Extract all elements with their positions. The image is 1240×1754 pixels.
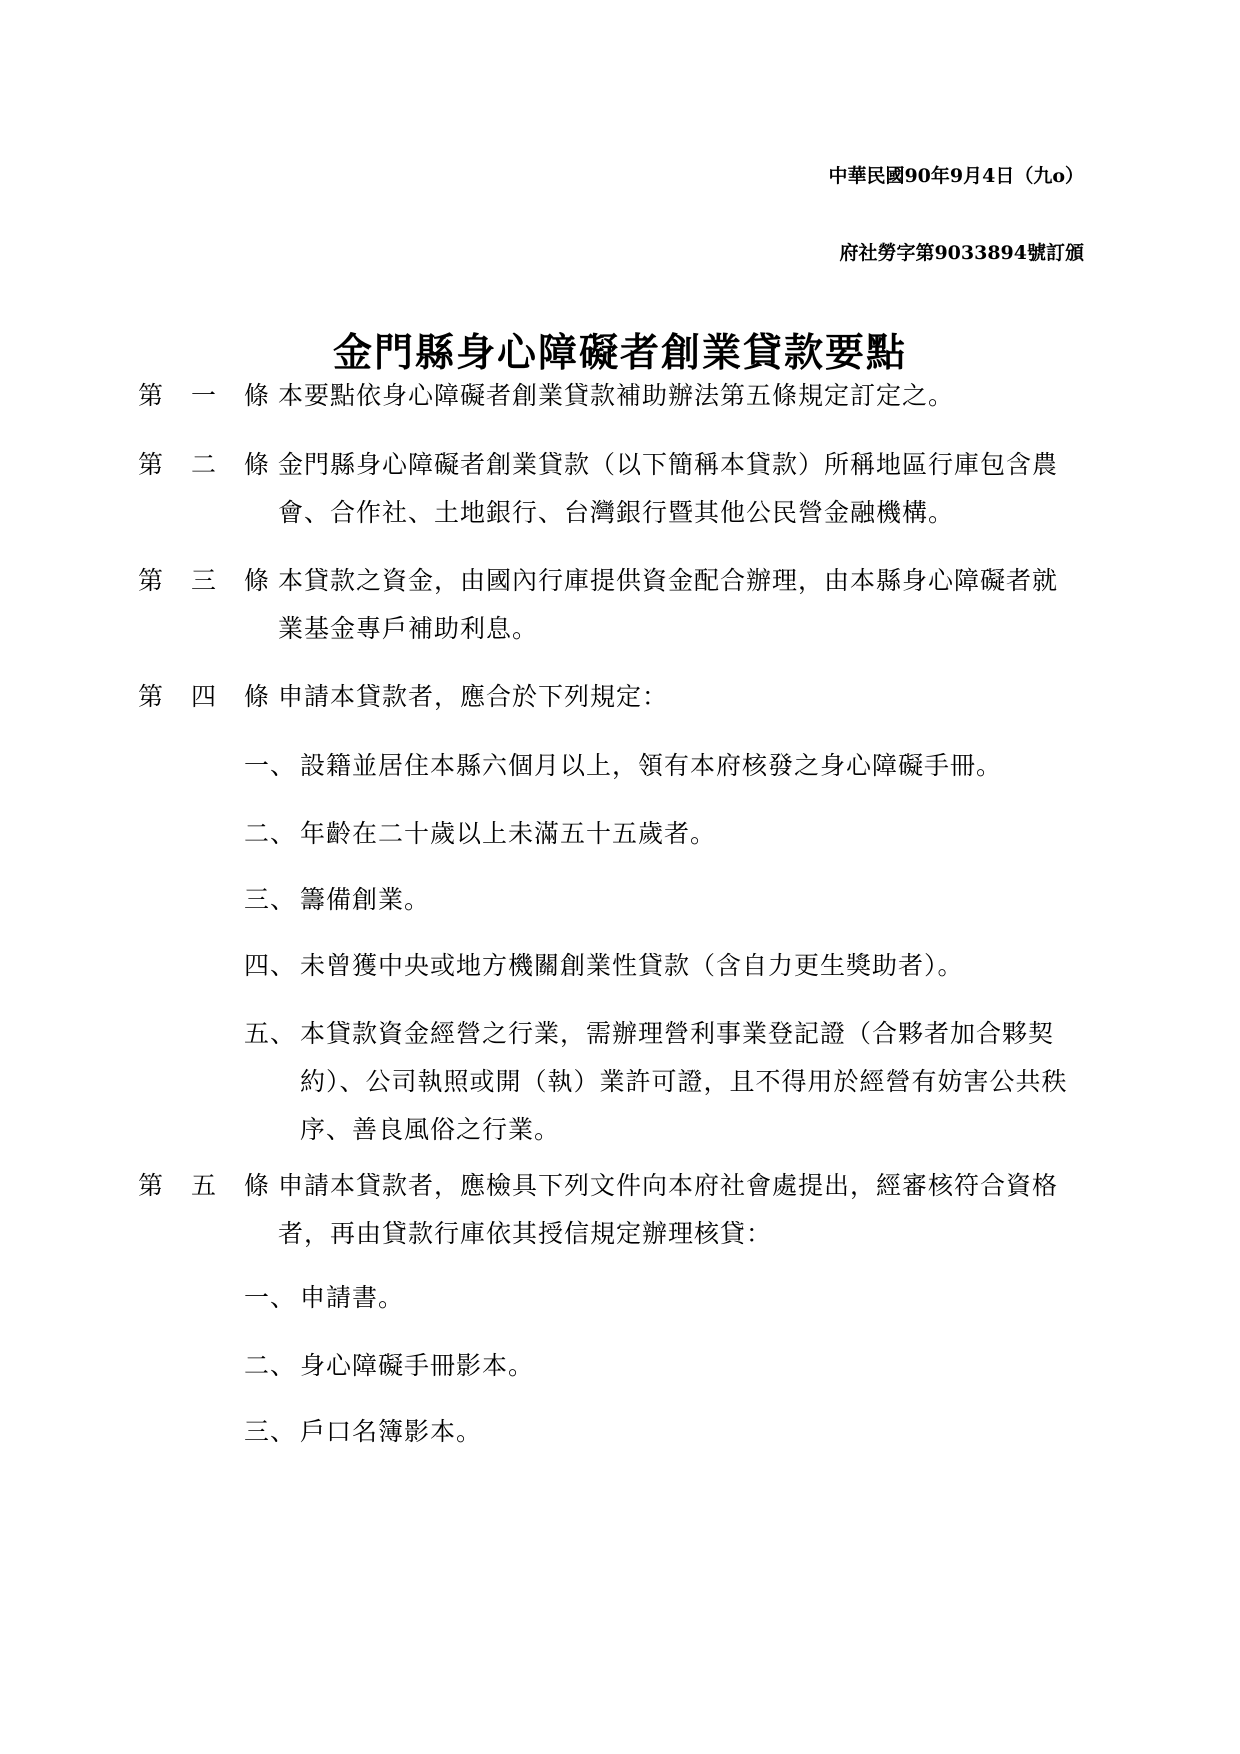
item-number: 四、 bbox=[244, 951, 297, 980]
item-text: 年齡在二十歲以上未滿五十五歲者。 bbox=[300, 819, 717, 848]
item-number: 二、 bbox=[244, 819, 297, 848]
article-4 bbox=[138, 673, 1078, 721]
article-label: 第 五 條 bbox=[138, 1171, 279, 1200]
article-text: 申請本貸款者，應檢具下列文件向本府社會處提出，經審核符合資格者，再由貸款行庫依其授信規定辦理核貸： bbox=[278, 1171, 1059, 1248]
list-item bbox=[244, 1408, 1094, 1456]
document-number: 府社勞字第9033894號訂頒 bbox=[839, 242, 1084, 264]
item-text: 籌備創業。 bbox=[300, 885, 431, 914]
item-number: 一、 bbox=[244, 751, 297, 780]
article-2 bbox=[138, 441, 1078, 537]
list-item bbox=[244, 942, 1094, 990]
article-label: 第 三 條 bbox=[138, 566, 279, 595]
article-label: 第 二 條 bbox=[138, 450, 279, 479]
item-text: 設籍並居住本縣六個月以上，領有本府核發之身心障礙手冊。 bbox=[300, 751, 1003, 780]
item-number: 五、 bbox=[244, 1019, 297, 1048]
article-5 bbox=[138, 1162, 1078, 1258]
item-text: 本貸款資金經營之行業，需辦理營利事業登記證（合夥者加合夥契約）、公司執照或開（執）業許可證，且不得用於經營有妨害公共秩序、善良風俗之行業。 bbox=[300, 1019, 1068, 1144]
item-number: 三、 bbox=[244, 1417, 297, 1446]
article-1 bbox=[138, 372, 1078, 420]
article-text: 申請本貸款者，應合於下列規定： bbox=[278, 682, 669, 711]
article-3 bbox=[138, 557, 1078, 653]
item-text: 未曾獲中央或地方機關創業性貸款（含自力更生獎助者）。 bbox=[300, 951, 964, 980]
list-item bbox=[244, 876, 1094, 924]
document-date: 中華民國90年9月4日（九o） bbox=[828, 165, 1084, 187]
item-text: 身心障礙手冊影本。 bbox=[300, 1351, 535, 1380]
item-number: 一、 bbox=[244, 1283, 297, 1312]
article-label: 第 一 條 bbox=[138, 381, 279, 410]
list-item bbox=[244, 1010, 1094, 1154]
document-title: 金門縣身心障礙者創業貸款要點 bbox=[332, 330, 907, 376]
article-label: 第 四 條 bbox=[138, 682, 279, 711]
item-text: 申請書。 bbox=[300, 1283, 405, 1312]
list-item bbox=[244, 1274, 1094, 1322]
item-number: 三、 bbox=[244, 885, 297, 914]
list-item bbox=[244, 1342, 1094, 1390]
item-text: 戶口名簿影本。 bbox=[300, 1417, 483, 1446]
list-item bbox=[244, 810, 1094, 858]
item-number: 二、 bbox=[244, 1351, 297, 1380]
article-text: 金門縣身心障礙者創業貸款（以下簡稱本貸款）所稱地區行庫包含農會、合作社、土地銀行、台灣銀行暨其他公民營金融機構。 bbox=[278, 450, 1059, 527]
article-text: 本要點依身心障礙者創業貸款補助辦法第五條規定訂定之。 bbox=[278, 381, 955, 410]
article-text: 本貸款之資金，由國內行庫提供資金配合辦理，由本縣身心障礙者就業基金專戶補助利息。 bbox=[278, 566, 1059, 643]
list-item bbox=[244, 742, 1094, 790]
